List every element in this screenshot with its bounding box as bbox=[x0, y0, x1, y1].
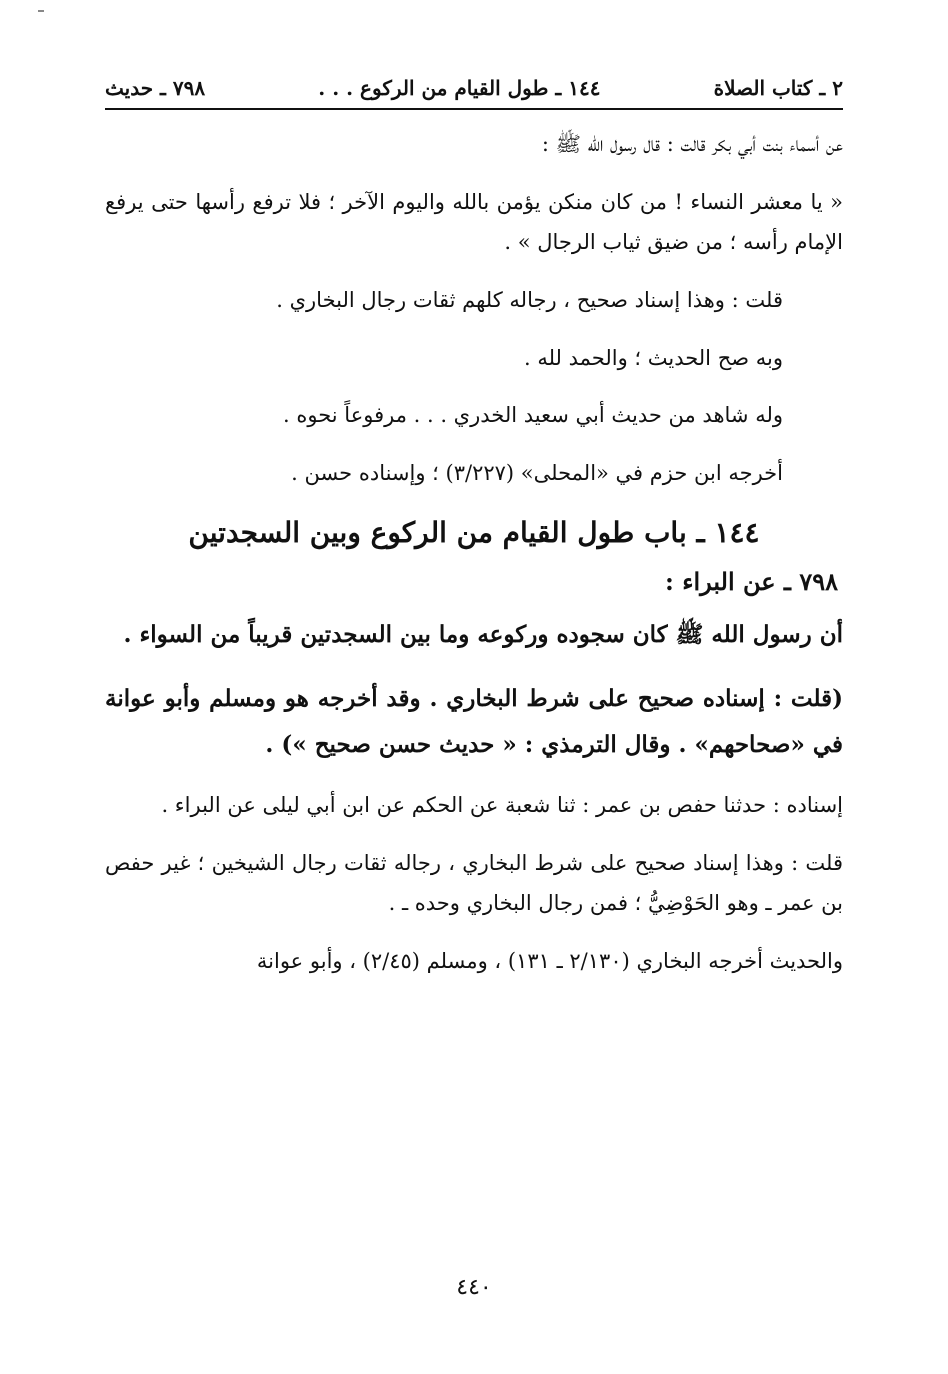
paragraph-narration-intro: عن أسماء بنت أبي بكر قالت : قال رسول الله ﷺ : bbox=[541, 132, 843, 156]
isnad: إسناده : حدثنا حفص بن عمر : ثنا شعبة عن الحكم عن ابن أبي ليلى عن البراء . bbox=[161, 793, 843, 818]
paragraph-shahid: وله شاهد من حديث أبي سعيد الخدري . . . مرفوعاً نحوه . bbox=[283, 403, 783, 428]
header-rule bbox=[105, 108, 843, 110]
paragraph-hadith-quote: « يا معشر النساء ! من كان منكن يؤمن بالله واليوم الآخر ؛ فلا ترفع رأسها حتى يرفع الإمام رأسه ؛ من ضيق ثياب الرجال » . bbox=[105, 189, 843, 254]
header-section-ref: ١٤٤ ـ طول القيام من الركوع . . . bbox=[318, 76, 601, 100]
hadith-number: ٧٩٨ ـ عن البراء : bbox=[665, 567, 838, 597]
page-number: ٤٤٠ bbox=[456, 1275, 492, 1300]
hadith-text: أن رسول الله ﷺ كان سجوده وركوعه وما بين السجدتين قريباً من السواء . bbox=[123, 621, 843, 649]
qult-note: (قلت : إسناده صحيح على شرط البخاري . وقد أخرجه هو ومسلم وأبو عوانة في «صحاحهم» . وقال الترمذي : « حديث حسن صحيح ») . bbox=[105, 685, 843, 759]
qult-2: قلت : وهذا إسناد صحيح على شرط البخاري ، رجاله ثقات رجال الشيخين ؛ غير حفص بن عمر ـ وهو الحَوْضِيُّ ؛ فمن رجال البخاري وحده ـ . bbox=[105, 851, 843, 916]
header-hadith-ref: ٧٩٨ ـ حديث bbox=[105, 76, 206, 100]
page-body bbox=[105, 125, 843, 1000]
chapter-title: ١٤٤ ـ باب طول القيام من الركوع وبين السجدتين bbox=[188, 516, 760, 550]
scan-mark bbox=[38, 10, 44, 12]
paragraph-ibn-hazm: أخرجه ابن حزم في «المحلى» (٣/٢٢٧) ؛ وإسناده حسن . bbox=[291, 461, 783, 486]
paragraph-sahha: وبه صح الحديث ؛ والحمد لله . bbox=[523, 345, 783, 370]
paragraph-qult-1: قلت : وهذا إسناد صحيح ، رجاله كلهم ثقات رجال البخاري . bbox=[276, 287, 783, 312]
running-header bbox=[105, 70, 843, 106]
header-chapter-ref: ٢ ـ كتاب الصلاة bbox=[713, 76, 843, 100]
last-line: والحديث أخرجه البخاري (٢/١٣٠ ـ ١٣١) ، ومسلم (٢/٤٥) ، وأبو عوانة bbox=[256, 948, 843, 973]
